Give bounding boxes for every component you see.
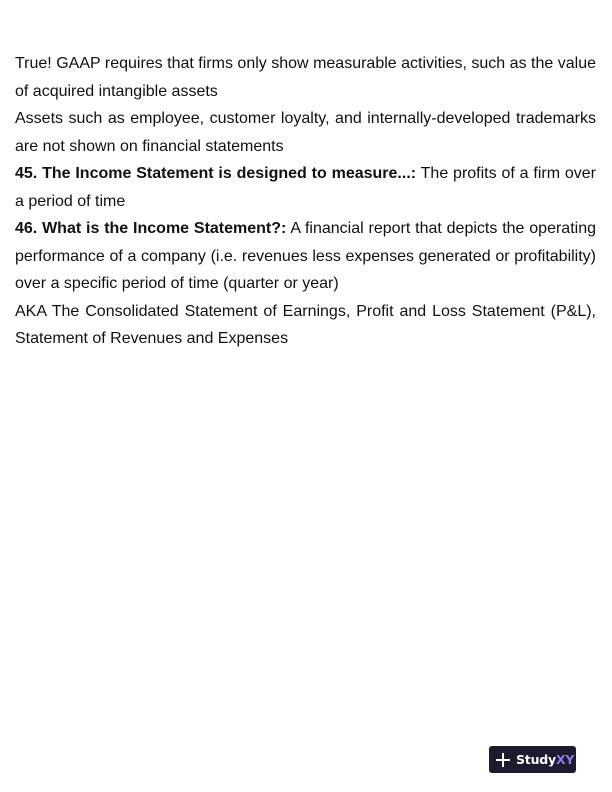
document-body (15, 50, 596, 353)
logo-wordmark (516, 752, 574, 767)
paragraph-text: AKA The Consolidated Statement of Earnings, Profit and Loss Statement (P&L), Statement of Revenues and Expenses (15, 302, 596, 347)
logo-text-main: Study (516, 752, 556, 767)
logo-text-accent: XY (555, 752, 575, 767)
paragraph-unreported-assets (15, 105, 596, 160)
question-46 (15, 215, 596, 298)
question-label: 45. The Income Statement is designed to measure...: (15, 165, 417, 182)
plus-icon (496, 753, 510, 767)
question-45 (15, 160, 596, 215)
question-label: 46. What is the Income Statement?: (15, 220, 287, 237)
studyxy-logo (489, 746, 576, 773)
answer-text: A financial report that depicts the operating performance of a company (i.e. revenues less expenses generated or profitability) over a specific period of time (quarter or year) (15, 220, 596, 292)
answer-text: The profits of a firm over a period of time (15, 165, 596, 210)
paragraph-aka (15, 298, 596, 353)
paragraph-gaap-intangibles (15, 50, 596, 105)
paragraph-text: Assets such as employee, customer loyalty, and internally-developed trademarks are not shown on financial statements (15, 110, 596, 155)
paragraph-text: True! GAAP requires that firms only show measurable activities, such as the value of acquired intangible assets (15, 55, 596, 100)
